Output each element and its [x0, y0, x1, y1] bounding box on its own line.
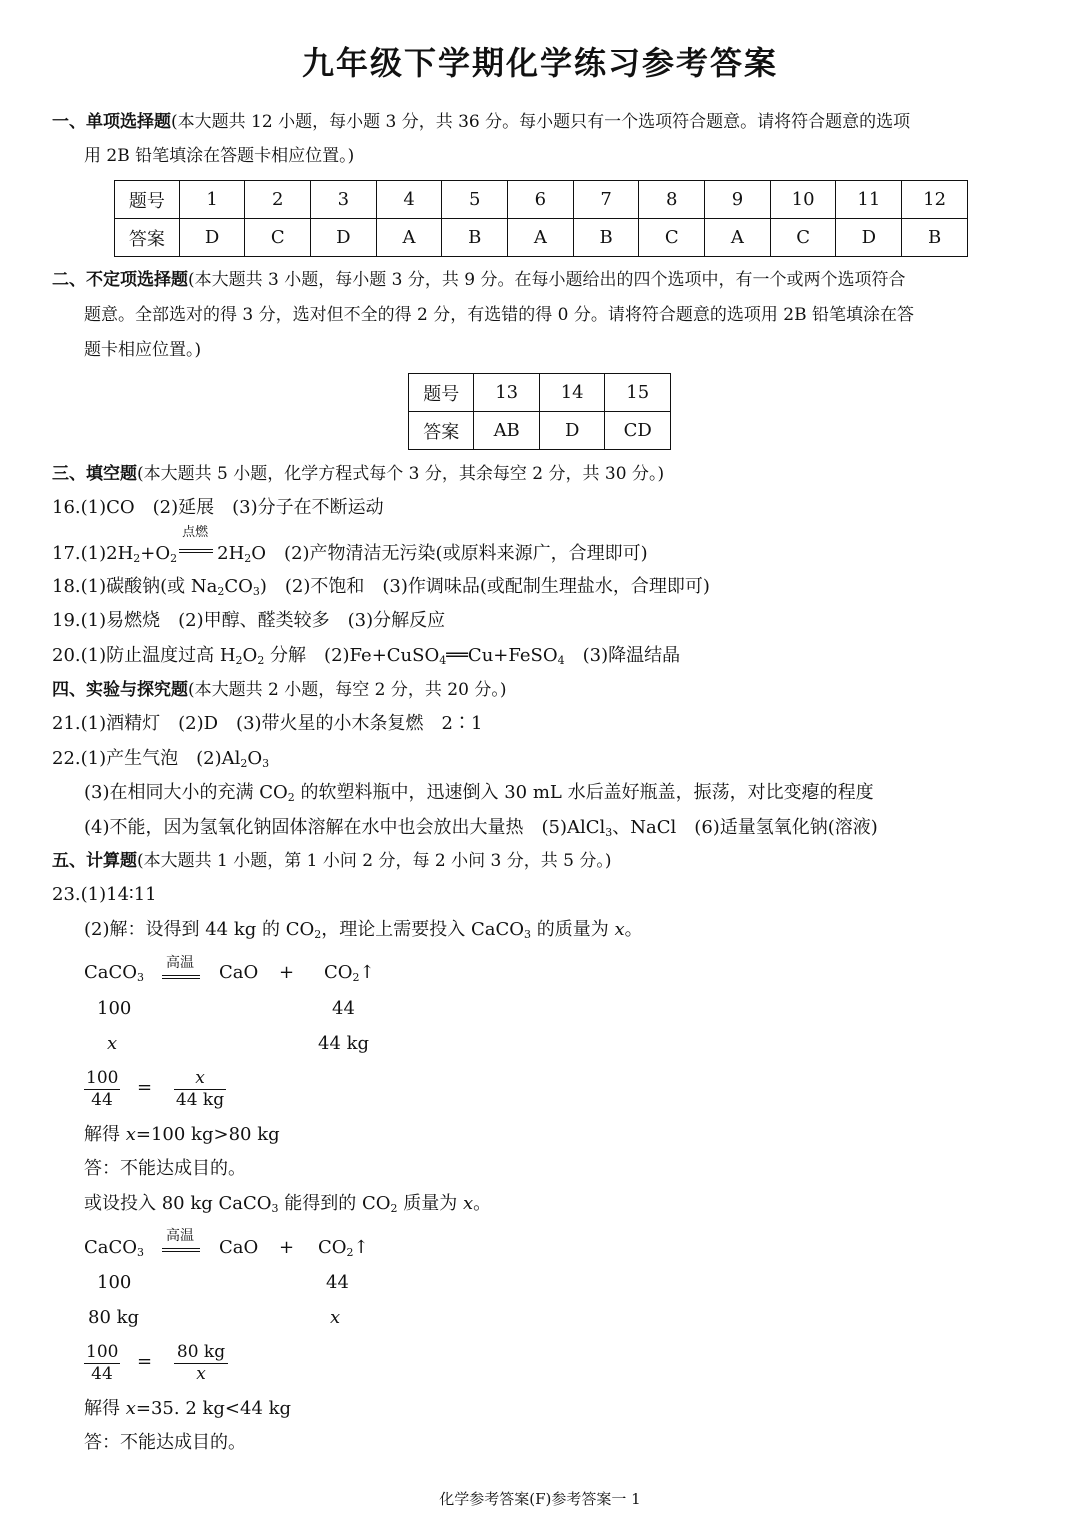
variable-x: x	[125, 1398, 136, 1419]
conclusion-line: 答：不能达成目的。	[84, 1158, 246, 1179]
reaction-condition: 高温	[166, 955, 194, 971]
section-2-desc: (本大题共 3 小题，每小题 3 分，共 9 分。在每小题给出的四个选项中，有一个或两个选项符合	[188, 270, 906, 290]
table-cell-label: 答案	[409, 412, 474, 450]
subscript: 2	[235, 654, 243, 667]
answer-22-4-a: (4)不能，因为氢氧化钠固体溶解在水中也会放出大量热 (5)AlCl	[84, 817, 606, 838]
answer-19: 19.(1)易燃烧 (2)甲醇、醛类较多 (3)分解反应	[52, 610, 446, 631]
numerator: 100	[86, 1342, 119, 1362]
equals: =	[137, 1077, 153, 1098]
fraction-right	[174, 1342, 228, 1385]
formula-text: CO	[318, 1237, 347, 1258]
variable-x: x	[125, 1124, 136, 1145]
section-4-desc: (本大题共 2 小题，每空 2 分，共 20 分。)	[188, 680, 507, 700]
quantity-1: 80 kg	[88, 1307, 140, 1328]
subscript: 2	[133, 552, 141, 565]
table-cell: A	[376, 219, 442, 257]
answer-22-1	[52, 748, 269, 770]
section-1-desc: (本大题共 12 小题，每小题 3 分，共 36 分。每小题只有一个选项符合题意。请将符合题意的选项	[171, 112, 911, 132]
section-3-title: 三、填空题	[52, 464, 137, 484]
alt-c: 质量为	[403, 1193, 458, 1214]
answer-23-2-a: (2)解：设得到 44 kg 的 CO	[84, 919, 315, 940]
quantity-2: x	[330, 1307, 341, 1328]
section-3-desc: (本大题共 5 小题，化学方程式每个 3 分，其余每空 2 分，共 30 分。)	[137, 464, 665, 484]
section-4-title: 四、实验与探究题	[52, 680, 188, 700]
answer-23-2-b: ，理论上需要投入 CaCO	[321, 919, 525, 940]
conclusion-line: 答：不能达成目的。	[84, 1432, 246, 1453]
table-cell: B	[573, 219, 639, 257]
table-cell: 9	[705, 181, 771, 219]
answer-18	[52, 576, 710, 598]
alt-b: 能得到的 CO	[284, 1193, 391, 1214]
answer-16: 16.(1)CO (2)延展 (3)分子在不断运动	[52, 497, 384, 518]
answer-20	[52, 645, 680, 667]
answer-20-c: 分解 (2)Fe+CuSO	[270, 645, 440, 666]
product-1: CaO	[219, 962, 259, 983]
answer-17-d: O	[251, 543, 267, 564]
answer-22-4-b: 、NaCl (6)适量氢氧化钠(溶液)	[612, 817, 878, 838]
gas-arrow-icon: ↑	[359, 962, 375, 983]
table-cell: 15	[605, 374, 671, 412]
answer-18-b: CO	[224, 576, 253, 597]
subscript: 2	[287, 791, 295, 804]
subscript: 2	[390, 1202, 398, 1215]
formula-text: CaCO	[84, 1237, 138, 1258]
formula-text: CO	[324, 962, 353, 983]
table-cell: 11	[836, 181, 902, 219]
subscript: 4	[557, 654, 565, 667]
section-4-header	[52, 680, 506, 700]
answer-21: 21.(1)酒精灯 (2)D (3)带火星的小木条复燃 2∶1	[52, 713, 483, 734]
variable-x: x	[614, 919, 625, 940]
section-2-desc-cont: 题卡相应位置。)	[84, 340, 202, 360]
section-5-header	[52, 851, 612, 871]
section-1-title: 一、单项选择题	[52, 112, 171, 132]
section-2-title: 二、不定项选择题	[52, 270, 188, 290]
solve-result: =100 kg>80 kg	[135, 1124, 280, 1145]
product-2	[324, 962, 375, 984]
answer-22-3-b: 的软塑料瓶中，迅速倒入 30 mL 水后盖好瓶盖，振荡，对比变瘪的程度	[300, 782, 874, 803]
molar-mass-2: 44	[332, 998, 355, 1019]
product-2	[318, 1237, 369, 1259]
answer-table-1	[114, 180, 968, 257]
subscript: 2	[240, 757, 248, 770]
section-2-header	[52, 270, 906, 290]
quantity-1: x	[107, 1033, 118, 1054]
solve-prefix: 解得	[84, 1124, 120, 1145]
page-footer: 化学参考答案(F)参考答案一 1	[439, 1490, 641, 1508]
answer-22-1-a: 22.(1)产生气泡 (2)Al	[52, 748, 241, 769]
table-row-answers	[115, 219, 968, 257]
numerator: 100	[86, 1068, 119, 1088]
alt-a: 或设投入 80 kg CaCO	[84, 1193, 272, 1214]
subscript: 2	[346, 1246, 354, 1259]
condition-label: 点燃	[182, 525, 209, 540]
reactant-formula	[84, 962, 144, 984]
reaction-condition: 高温	[166, 1228, 194, 1244]
table-cell: 13	[474, 374, 540, 412]
plus-sign: +	[279, 962, 295, 983]
answer-22-4	[84, 817, 878, 839]
answer-17	[52, 525, 648, 565]
table-cell: 4	[376, 181, 442, 219]
solve-prefix: 解得	[84, 1398, 120, 1419]
table-cell: 6	[508, 181, 574, 219]
section-1-desc-cont: 用 2B 铅笔填涂在答题卡相应位置。)	[84, 146, 355, 166]
table-cell: B	[442, 219, 508, 257]
numerator: x	[174, 1068, 226, 1090]
formula-text: CaCO	[84, 962, 138, 983]
table-cell: AB	[474, 412, 540, 450]
molar-mass-2: 44	[326, 1272, 349, 1293]
fraction-left	[84, 1342, 120, 1385]
subscript: 2	[257, 654, 265, 667]
table-row-answers	[409, 412, 671, 450]
denominator: 44 kg	[175, 1090, 225, 1110]
subscript: 2	[352, 971, 360, 984]
answer-23-2-intro	[84, 919, 643, 941]
variable-x: x	[463, 1193, 474, 1214]
answer-17-e: (2)产物清洁无污染(或原料来源广，合理即可)	[284, 543, 648, 564]
subscript: 3	[271, 1202, 279, 1215]
answer-20-d: ══Cu+FeSO	[446, 645, 558, 666]
solution-line	[84, 1398, 291, 1420]
table-row-questions	[409, 374, 671, 412]
table-cell: 3	[311, 181, 377, 219]
subscript: 2	[217, 585, 225, 598]
equals: =	[137, 1351, 153, 1372]
equals-sign	[162, 975, 200, 979]
table-cell: 1	[179, 181, 245, 219]
molar-mass-1: 100	[97, 1272, 132, 1293]
answer-22-1-b: O	[247, 748, 263, 769]
section-1-header	[52, 112, 910, 132]
table-cell: C	[770, 219, 836, 257]
table-cell: D	[836, 219, 902, 257]
answer-18-a: 18.(1)碳酸钠(或 Na	[52, 576, 218, 597]
table-cell: 2	[245, 181, 311, 219]
denominator: x	[196, 1364, 206, 1384]
gas-arrow-icon: ↑	[353, 1237, 369, 1258]
subscript: 3	[137, 1246, 145, 1259]
fraction-left	[84, 1068, 120, 1111]
reaction-condition	[177, 525, 217, 561]
section-5-desc: (本大题共 1 小题，第 1 小问 2 分，每 2 小问 3 分，共 5 分。)	[137, 851, 612, 871]
molar-mass-1: 100	[97, 998, 132, 1019]
answer-23-1: 23.(1)14∶11	[52, 884, 157, 905]
denominator: 44	[91, 1090, 113, 1110]
denominator: 44	[91, 1364, 113, 1384]
equals-sign	[162, 1248, 200, 1252]
table-cell-label: 题号	[115, 181, 180, 219]
answer-23-2-end: 。	[624, 919, 643, 940]
product-1: CaO	[219, 1237, 259, 1258]
table-cell: C	[639, 219, 705, 257]
fraction-right	[174, 1068, 226, 1111]
table-cell: 8	[639, 181, 705, 219]
table-cell: B	[902, 219, 968, 257]
answer-22-3-a: (3)在相同大小的充满 CO	[84, 782, 288, 803]
answer-22-3	[84, 782, 874, 804]
answer-17-c: 2H	[217, 543, 245, 564]
section-5-title: 五、计算题	[52, 851, 137, 871]
table-cell: A	[508, 219, 574, 257]
table-cell: 14	[539, 374, 604, 412]
page-title: 九年级下学期化学练习参考答案	[301, 44, 778, 82]
answer-17-a: 17.(1)2H	[52, 543, 134, 564]
subscript: 3	[252, 585, 260, 598]
reactant-formula	[84, 1237, 144, 1259]
answer-20-b: O	[242, 645, 258, 666]
solve-result: =35. 2 kg<44 kg	[135, 1398, 292, 1419]
alternative-intro	[84, 1193, 491, 1215]
table-cell: A	[705, 219, 771, 257]
section-2-desc-cont: 题意。全部选对的得 3 分，选对但不全的得 2 分，有选错的得 0 分。请将符合题意的选项用 2B 铅笔填涂在答	[84, 305, 914, 325]
subscript: 2	[244, 552, 252, 565]
table-cell: 12	[902, 181, 968, 219]
subscript: 3	[137, 971, 145, 984]
answer-17-b: +O	[140, 543, 171, 564]
quantity-2: 44 kg	[318, 1033, 370, 1054]
answer-20-e: (3)降温结晶	[582, 645, 681, 666]
subscript: 4	[439, 654, 447, 667]
answer-18-c: ) (2)不饱和 (3)作调味品(或配制生理盐水，合理即可)	[259, 576, 710, 597]
subscript: 3	[524, 928, 532, 941]
subscript: 3	[262, 757, 270, 770]
table-cell: 10	[770, 181, 836, 219]
numerator: 80 kg	[174, 1342, 228, 1364]
table-cell: 5	[442, 181, 508, 219]
table-row-questions	[115, 181, 968, 219]
answer-table-2	[408, 373, 671, 450]
table-cell: D	[539, 412, 604, 450]
answer-23-2-c: 的质量为	[536, 919, 609, 940]
answer-20-a: 20.(1)防止温度过高 H	[52, 645, 236, 666]
plus-sign: +	[279, 1237, 295, 1258]
table-cell: D	[311, 219, 377, 257]
solution-line	[84, 1124, 280, 1146]
table-cell-label: 题号	[409, 374, 474, 412]
alt-end: 。	[473, 1193, 492, 1214]
section-3-header	[52, 464, 664, 484]
table-cell: CD	[605, 412, 671, 450]
table-cell: C	[245, 219, 311, 257]
table-cell: D	[179, 219, 245, 257]
subscript: 2	[314, 928, 322, 941]
table-cell-label: 答案	[115, 219, 180, 257]
subscript: 2	[170, 552, 178, 565]
subscript: 3	[605, 826, 613, 839]
equals-sign	[179, 549, 213, 553]
table-cell: 7	[573, 181, 639, 219]
